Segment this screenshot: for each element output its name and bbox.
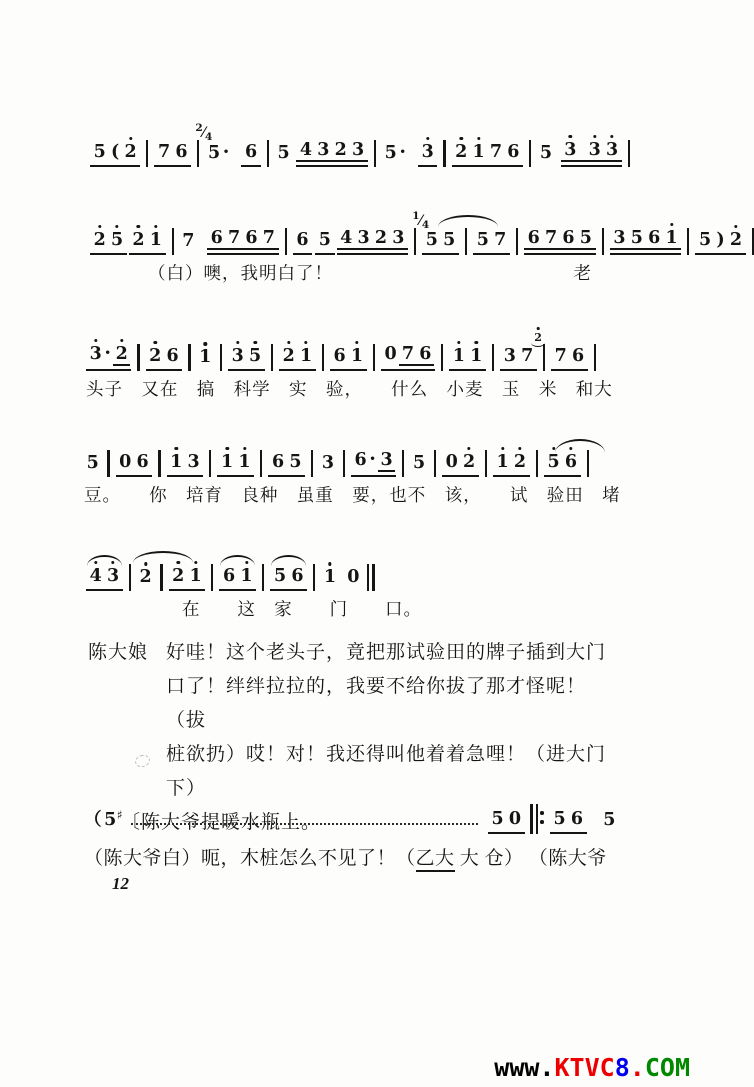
octave-dot	[154, 225, 157, 228]
music-line-4	[84, 424, 621, 507]
percussion-line	[84, 778, 618, 870]
note: 0	[445, 452, 458, 472]
beam-group	[241, 144, 260, 167]
barline	[146, 140, 148, 167]
barline	[137, 344, 139, 371]
barline	[260, 450, 262, 477]
stage-direction: 〔陈大爷提暖水瓶上。	[121, 812, 322, 833]
note: 1	[470, 144, 487, 162]
note-solo	[601, 812, 618, 834]
barline	[536, 450, 538, 477]
beam-group	[610, 227, 682, 256]
note: 7	[545, 227, 558, 248]
note: 1	[348, 348, 365, 366]
paren-mark: )	[716, 230, 725, 250]
speaker-label: 陈大娘	[88, 642, 149, 663]
note-solo	[205, 143, 231, 167]
note: 1	[297, 348, 314, 366]
beam-group	[90, 232, 127, 255]
octave-dot	[174, 447, 177, 450]
note: 3	[229, 348, 246, 366]
note: 4	[87, 568, 104, 586]
note-solo	[319, 455, 336, 477]
note: 6	[244, 142, 258, 162]
note: 3	[317, 139, 330, 160]
notation-row-1: 5 ( 2 7 6 $^2⁄_4$ 5 · 6 5 4 3 2 3 5 · 3 2 1 7 6 5 3 3 3	[90, 114, 636, 167]
note: 2	[374, 227, 388, 248]
note: 5	[413, 453, 426, 474]
beam-group	[544, 454, 581, 477]
beam-group	[488, 811, 525, 834]
beam-group	[442, 454, 479, 477]
note: 3	[378, 452, 395, 472]
beam-group	[167, 454, 204, 477]
note-solo	[84, 455, 101, 477]
note: 1	[187, 568, 204, 586]
octave-dot	[426, 137, 429, 140]
note: 2	[147, 348, 164, 366]
beam-group	[279, 348, 316, 371]
barline	[188, 344, 190, 371]
octave-dot	[137, 225, 140, 228]
music-line-3	[86, 318, 613, 401]
note-solo	[410, 455, 427, 477]
note: 6	[245, 227, 258, 248]
music-text: （	[84, 810, 102, 831]
barline	[628, 140, 630, 167]
spoken-post: 大 仓） （陈大爷	[454, 848, 607, 869]
beam-group	[169, 568, 206, 591]
beam-group	[268, 454, 305, 477]
watermark	[494, 1053, 690, 1082]
note: 0	[347, 567, 360, 588]
dialog-text-1: 好哇！这个老头子，竟把那试验田的牌子插到大门	[166, 642, 607, 663]
augmentation-dot: ·	[399, 141, 406, 164]
spoken-pre: （陈大爷白）呃，木桩怎么不见了！（	[84, 848, 416, 869]
note: 5	[699, 230, 712, 250]
note: 0	[119, 452, 132, 472]
note: 5	[553, 809, 566, 829]
barline	[285, 228, 287, 255]
octave-dot	[457, 341, 460, 344]
note: 6	[562, 227, 575, 248]
beam-group	[116, 454, 153, 477]
octave-dot	[194, 561, 197, 564]
note: 3	[392, 227, 405, 248]
note: 5	[273, 566, 287, 586]
barline	[443, 140, 445, 167]
note: 1	[168, 454, 185, 472]
octave-dot	[129, 137, 132, 140]
octave-dot	[569, 447, 572, 450]
note: 7	[182, 231, 195, 252]
barline	[529, 140, 531, 167]
barline	[197, 140, 199, 167]
note: 6	[417, 346, 434, 366]
paren-mark: (	[110, 142, 120, 162]
note-solo	[197, 349, 214, 371]
octave-dot	[94, 339, 97, 342]
octave-dot	[111, 561, 114, 564]
augmentation-dot: ·	[104, 342, 111, 364]
note: 5	[476, 230, 489, 250]
watermark-segment: 8	[614, 1053, 630, 1082]
beam-group	[550, 811, 587, 834]
beam-group	[337, 227, 409, 256]
spoken-text: （白）噢，我明白了！	[148, 263, 333, 283]
note: 5	[603, 810, 616, 831]
note: 6	[570, 809, 584, 829]
note: 4	[299, 139, 313, 160]
octave-dot	[537, 327, 540, 330]
beam-group	[217, 454, 254, 477]
note: 6	[572, 346, 585, 366]
barline	[441, 344, 443, 371]
augmentation-dot: ·	[369, 448, 376, 470]
note-solo	[345, 569, 362, 591]
note-solo	[137, 569, 154, 591]
lyric-tail: 老	[573, 263, 592, 283]
beam-group	[207, 227, 279, 256]
note: 5	[539, 143, 552, 164]
octave-dot	[610, 135, 613, 138]
note: 6	[648, 227, 661, 248]
note: 5	[384, 143, 397, 164]
dialog-text-2: 口了！绊绊拉拉的，我要不给你拔了那才怪呢！（拔	[166, 676, 587, 731]
note-solo	[180, 233, 197, 255]
barline	[374, 140, 376, 167]
lyrics-row-2	[90, 260, 618, 285]
note: 5	[277, 143, 290, 164]
beam-group	[561, 139, 622, 168]
octave-dot	[670, 223, 673, 226]
note-solo	[382, 143, 408, 167]
note: 7 2	[519, 348, 536, 366]
note: 7	[554, 346, 567, 366]
barline	[211, 564, 213, 591]
note: 4	[340, 227, 353, 248]
note: 1	[236, 454, 253, 472]
note-solo	[321, 569, 338, 591]
octave-dot	[734, 225, 737, 228]
note: 1	[494, 454, 511, 472]
beam-group	[473, 232, 510, 255]
beam-group	[86, 344, 131, 371]
note: 2	[727, 232, 744, 250]
barline	[687, 228, 689, 255]
repeat-sign	[530, 804, 545, 834]
octave-dot	[593, 135, 596, 138]
barline	[267, 140, 269, 167]
dialog-line	[88, 636, 622, 670]
barline	[129, 564, 131, 591]
octave-dot	[304, 341, 307, 344]
augmentation-dot: ·	[222, 141, 230, 164]
octave-dot	[245, 561, 248, 564]
beam-group	[146, 348, 183, 371]
note: 1	[468, 348, 485, 366]
note: 2	[334, 139, 347, 160]
music-line-2	[90, 202, 743, 285]
beam-group	[219, 568, 256, 591]
note: 2	[280, 348, 297, 366]
beam-group	[452, 144, 524, 167]
barline	[434, 450, 436, 477]
octave-dot	[243, 447, 246, 450]
page-number: 12	[112, 874, 129, 893]
note: 7	[262, 227, 275, 248]
note: 5	[207, 143, 221, 164]
barline	[311, 450, 313, 477]
barline	[172, 228, 174, 255]
note: 1	[450, 348, 467, 366]
note: 6	[166, 346, 179, 366]
beam-group	[422, 232, 459, 255]
note: 0	[384, 344, 397, 364]
music-line-5	[86, 538, 422, 621]
note: 5	[289, 452, 302, 472]
note: 1	[238, 568, 255, 586]
octave-dot	[98, 225, 101, 228]
music-line-1	[90, 114, 636, 167]
beam-group	[381, 346, 435, 371]
barline	[485, 450, 487, 477]
note: 3	[562, 142, 579, 160]
note: 3	[321, 453, 335, 474]
note: 1	[321, 569, 338, 587]
octave-dot	[176, 561, 179, 564]
note: 6	[354, 450, 367, 470]
note-solo	[102, 812, 119, 834]
octave-dot	[501, 447, 504, 450]
note: 1	[218, 454, 235, 472]
beam-group	[351, 450, 396, 477]
note: 3	[419, 144, 436, 162]
note: 1	[147, 232, 164, 250]
note: 6	[291, 566, 304, 586]
note: 3	[187, 452, 200, 472]
notation-row-percussion	[84, 778, 618, 834]
note-solo	[537, 145, 554, 167]
note: 6	[527, 227, 540, 248]
note: 2	[460, 454, 477, 472]
note: 6	[175, 142, 188, 162]
octave-dot	[120, 339, 123, 342]
spoken-line	[84, 843, 618, 870]
octave-dot	[518, 447, 521, 450]
beam-group	[86, 568, 123, 591]
note: 3	[352, 139, 365, 160]
octave-dot	[467, 447, 470, 450]
octave-dot	[236, 341, 239, 344]
note: 3	[503, 346, 516, 366]
barline	[313, 564, 315, 591]
note: 2	[137, 569, 154, 587]
ornament-mark: ♯	[116, 808, 123, 822]
beam-group	[418, 144, 437, 167]
note: 6	[223, 566, 236, 586]
beam-group	[695, 232, 745, 255]
tie-arc	[133, 551, 193, 563]
barline	[402, 450, 404, 477]
note: 3	[357, 227, 370, 248]
notation-row-5	[86, 538, 422, 591]
barline	[602, 228, 604, 255]
note: 3	[586, 142, 603, 160]
octave-dot	[203, 342, 206, 345]
dialog-text-3: 桩欲扔）哎！对！我还得叫他着着急哩！（进大门下）	[166, 744, 607, 799]
watermark-segment: www.	[494, 1053, 555, 1082]
note: 5	[443, 230, 456, 250]
octave-dot	[154, 341, 157, 344]
note: 5	[104, 810, 117, 831]
beam-group	[551, 348, 588, 371]
beam-group	[315, 232, 334, 255]
octave-dot	[115, 225, 118, 228]
beam-group	[296, 139, 368, 168]
lyrics-row-3: 头子 又在 搞 科学 实 验， 什么 小麦 玉 米 和大	[86, 379, 613, 399]
octave-dot	[477, 137, 480, 140]
note: 7	[489, 142, 503, 162]
lyrics-row-4: 豆。 你 培育 良种 虽重 要，也不 该， 试 验田 堵	[84, 485, 621, 505]
note: 3	[104, 568, 121, 586]
note: 6	[507, 142, 520, 162]
beam-group	[129, 232, 166, 255]
watermark-segment: COM	[644, 1053, 690, 1082]
note: 6	[210, 227, 223, 248]
barline	[262, 564, 264, 591]
barline	[160, 564, 162, 591]
note: 6	[296, 230, 309, 250]
beam-group	[90, 144, 140, 167]
watermark-segment: .	[629, 1053, 645, 1082]
beam-group	[493, 454, 530, 477]
beam-group	[330, 348, 367, 371]
notation-row-4	[84, 424, 621, 477]
barline	[492, 344, 494, 371]
percussion-syllables: 乙大	[416, 848, 455, 872]
barline	[271, 344, 273, 371]
barline	[343, 450, 345, 477]
octave-dot	[287, 341, 290, 344]
beam-group	[293, 232, 312, 255]
barline	[516, 228, 518, 255]
watermark-segment: KTVC	[554, 1053, 615, 1082]
note: 1	[197, 349, 214, 367]
note: 2	[170, 568, 187, 586]
octave-dot	[552, 447, 555, 450]
octave-dot	[355, 341, 358, 344]
barline	[209, 450, 211, 477]
note: 6	[333, 346, 346, 366]
beam-group	[524, 227, 596, 256]
octave-dot	[94, 561, 97, 564]
notation-row-3	[86, 318, 613, 371]
octave-dot	[569, 135, 572, 138]
barline	[465, 228, 467, 255]
note: 7	[228, 227, 241, 248]
note: 7	[494, 230, 507, 250]
note: 5	[86, 453, 99, 474]
note: 3	[87, 346, 104, 364]
note: 5	[246, 348, 263, 366]
beam-group	[154, 144, 191, 167]
note: 5	[545, 454, 562, 472]
barline	[594, 344, 596, 371]
note: 6	[271, 452, 285, 472]
beam-group	[449, 348, 486, 371]
grace-note: 2	[533, 332, 543, 343]
notation-row-2: 2 5 2 1 7 6 7 6 7 6 5 4 3 2 3 $^1⁄_4$ 5 5 5 7 6 7 6 5 3 5 6 1 5 ) 2	[90, 202, 618, 255]
octave-dot	[475, 341, 478, 344]
barline	[373, 344, 375, 371]
barline	[158, 450, 160, 477]
beam-group	[228, 348, 265, 371]
barline	[587, 450, 589, 477]
octave-dot	[253, 341, 256, 344]
final-barline	[367, 564, 375, 591]
note: 3	[613, 227, 626, 248]
note: 2	[113, 346, 130, 366]
lyrics-row-5: 在 这 家 门 口。	[182, 599, 422, 619]
note: 2	[130, 232, 147, 250]
note: 2	[453, 144, 470, 162]
barline	[543, 344, 545, 371]
note: 6	[136, 452, 149, 472]
note: 0	[508, 809, 522, 829]
note: 2	[91, 232, 108, 250]
note-solo	[275, 145, 292, 167]
note: 1	[663, 230, 680, 248]
octave-dot	[460, 137, 463, 140]
dotted-leader	[131, 823, 478, 825]
octave-dot	[225, 447, 228, 450]
barline	[107, 450, 109, 477]
note: 3	[603, 142, 620, 160]
note: 5	[579, 227, 592, 248]
note: 2	[122, 144, 139, 162]
note: 5	[491, 809, 504, 829]
barline	[414, 228, 416, 255]
tie-arc	[438, 215, 498, 227]
note: 6	[562, 454, 579, 472]
barline	[220, 344, 222, 371]
note: 2	[511, 454, 528, 472]
note: 5	[318, 230, 331, 250]
note: 5	[425, 230, 438, 250]
octave-dot	[328, 562, 331, 565]
beam-group	[270, 568, 307, 591]
note: 5	[93, 142, 106, 162]
note: 7	[399, 346, 416, 366]
barline	[322, 344, 324, 371]
note: 7	[158, 142, 171, 162]
beam-group	[500, 331, 542, 371]
note: 5	[630, 227, 643, 248]
note: 5	[108, 232, 125, 250]
